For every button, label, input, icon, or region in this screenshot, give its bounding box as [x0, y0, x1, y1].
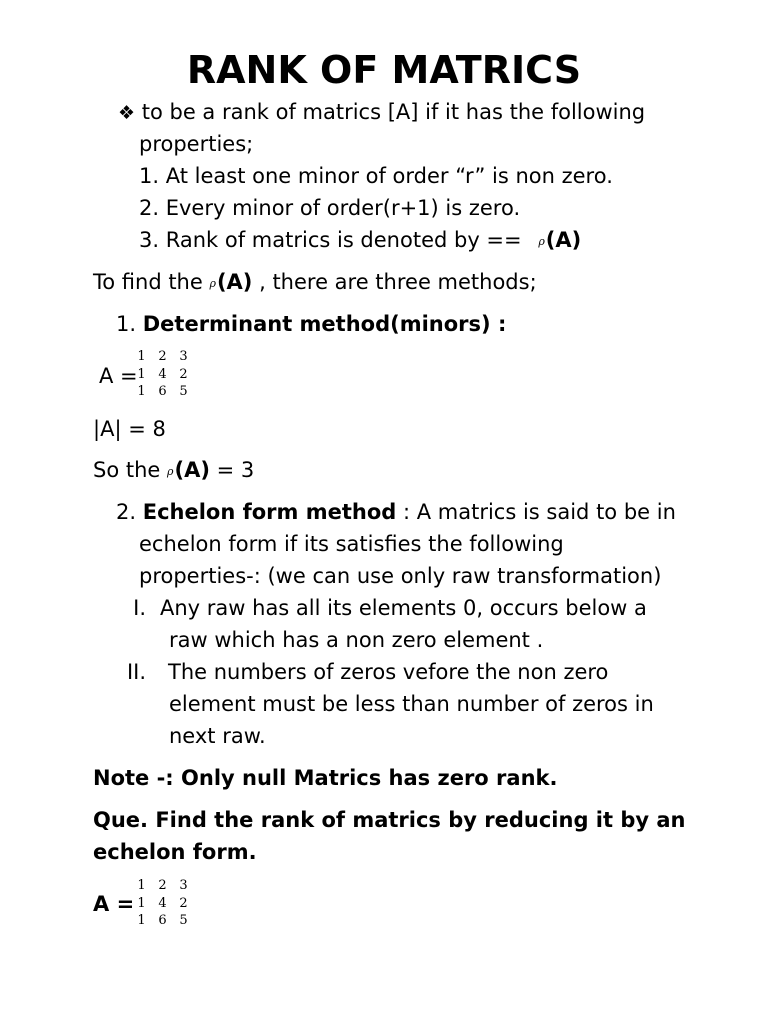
matrix-cell: 1 [137, 913, 146, 928]
item-text: Every minor of order(r+1) is zero. [165, 196, 521, 220]
rho-symbol: ρ [209, 277, 216, 290]
method2-subitem-1-line2: raw which has a non zero element . [169, 628, 544, 652]
method-title-suffix: (minors) : [390, 312, 507, 336]
rho-arg: (A) [216, 270, 253, 294]
matrix-cell: 4 [158, 366, 167, 382]
roman-numeral: I. [133, 596, 146, 620]
rho-symbol: ρ [167, 465, 174, 478]
matrix-cell: 4 [158, 895, 167, 911]
matrix-cell: 3 [179, 349, 188, 364]
matrix-cell: 1 [137, 384, 146, 399]
method-title: Echelon form method [142, 500, 397, 524]
intro-item-3 [139, 226, 581, 256]
intro-bullet-line [118, 98, 645, 127]
matrix-row [131, 895, 194, 913]
rho-arg: (A) [545, 228, 582, 252]
matrix-cell: 2 [158, 349, 167, 364]
matrix1 [131, 348, 194, 401]
item-text: Rank of matrics is denoted by == [165, 228, 522, 252]
method2-subitem-1 [128, 594, 647, 622]
matrix-cell: 2 [158, 878, 167, 893]
note: Note -: Only null Matrics has zero rank. [93, 766, 558, 790]
method-title: Determinant method [142, 312, 391, 336]
method1-heading [116, 310, 506, 338]
method2-heading [116, 498, 676, 526]
four-diamond-bullet-icon: ❖ [118, 102, 136, 124]
methods-intro-prefix: To find the [93, 270, 203, 294]
rank-result-suffix: = 3 [216, 458, 255, 482]
item-number: 3. [139, 228, 160, 252]
method2-subitem-2 [124, 658, 608, 686]
subitem-text: Any raw has all its elements 0, occurs below a [160, 596, 647, 620]
matrix-cell: 6 [158, 913, 167, 928]
intro-item-1 [139, 162, 613, 190]
matrix-cell: 5 [179, 384, 188, 399]
method2-text-2: echelon form if its satisfies the following [139, 532, 564, 556]
matrix-cell: 1 [137, 366, 146, 382]
matrix1-label: A = [99, 364, 138, 388]
item-text: At least one minor of order “r” is non zero. [165, 164, 613, 188]
question-line-2: echelon form. [93, 840, 257, 864]
matrix-cell: 2 [179, 895, 188, 911]
subitem-text: The numbers of zeros vefore the non zero [168, 660, 609, 684]
intro-text-2: properties; [139, 132, 254, 156]
matrix2 [131, 877, 194, 930]
page-title: RANK OF MATRICS [186, 48, 582, 92]
rho-symbol: ρ [538, 235, 545, 248]
matrix-cell: 3 [179, 878, 188, 893]
methods-intro [93, 268, 537, 298]
matrix-row [131, 912, 194, 930]
rank-result [93, 456, 254, 486]
item-number: 2. [139, 196, 160, 220]
intro-item-2 [139, 194, 520, 222]
method2-subitem-2-line3: next raw. [169, 724, 266, 748]
method-description: : A matrics is said to be in [402, 500, 676, 524]
matrix-cell: 2 [179, 366, 188, 382]
matrix-row [131, 348, 194, 366]
method-number: 2. [116, 500, 137, 524]
matrix-cell: 1 [137, 349, 146, 364]
determinant-value: |A| = 8 [93, 417, 166, 441]
intro-text-1: to be a rank of matrics [A] if it has the following [141, 100, 646, 124]
method2-text-3: properties-: (we can use only raw transformation) [139, 564, 662, 588]
matrix-row [131, 366, 194, 384]
matrix-row [131, 383, 194, 401]
method2-subitem-2-line2: element must be less than number of zeros in [169, 692, 654, 716]
matrix-row [131, 877, 194, 895]
matrix-cell: 1 [137, 895, 146, 911]
rho-arg: (A) [174, 458, 210, 482]
method-number: 1. [116, 312, 137, 336]
matrix-cell: 1 [137, 878, 146, 893]
matrix-cell: 5 [179, 913, 188, 928]
rank-result-prefix: So the [93, 458, 161, 482]
roman-numeral: II. [126, 660, 146, 684]
question-line-1: Que. Find the rank of matrics by reducing it by an [93, 808, 686, 832]
matrix-cell: 6 [158, 384, 167, 399]
matrix2-label: A = [93, 892, 135, 916]
item-number: 1. [139, 164, 160, 188]
methods-intro-suffix: , there are three methods; [259, 270, 537, 294]
